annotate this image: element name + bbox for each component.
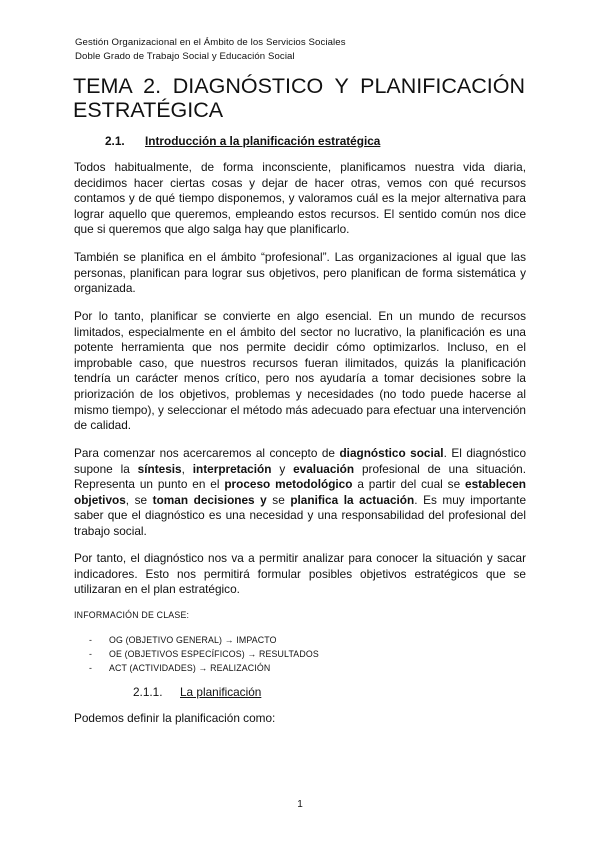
p4-text: y [271,461,294,476]
p4-text: , [181,461,193,476]
paragraph-2: También se planifica en el ámbito “profesional”. Las organizaciones al igual que las personas, planifican para lograr sus objetivos, pero planifican de forma sistemática y organizada. [74,250,526,296]
list-item [89,647,319,661]
class-info-heading: INFORMACIÓN DE CLASE: [74,610,190,620]
paragraph-3: Por lo tanto, planificar se convierte en algo esencial. En un mundo de recursos limitados, especialmente en el ámbito del sector no lucrativo, la planificación es una potente herramienta que nos permite decidir cómo optimizarlos. Incluso, en el improbable caso, que nuestros recursos fueran ilimitados, quizás la planificación tendría un carácter menos crítico, pero nos ayudaría a tomar decisiones sobre la priorización de los objetivos, problemas y necesidades (no todo puede hacerse al mismo tiempo), y seleccionar el método más adecuado para efectuar una intervención de calidad. [74,309,526,433]
subsection-heading [133,685,261,699]
p4-text: Para comenzar nos acercaremos al concepto de [74,446,340,460]
term-proceso-metodologico: proceso metodológico [224,477,353,492]
list-item [89,633,319,647]
list-item-text: ACT (ACTIVIDADES) → REALIZACIÓN [109,663,271,674]
section-heading [105,134,380,148]
class-info-list [89,633,319,676]
p4-text: profesional de una situación. Representa un punto en el [74,461,526,492]
term-toman-decisiones: toman decisiones y [152,492,267,507]
page-title [73,74,525,122]
p4-text: . Es muy importante saber que el diagnóstico es una necesidad y una responsabilidad del profesional del trabajo social. [74,492,526,538]
header-degree-title: Doble Grado de Trabajo Social y Educación Social [75,51,295,62]
p4-text: . El diagnóstico supone la [74,446,527,476]
paragraph-1: Todos habitualmente, de forma inconsciente, planificamos nuestra vida diaria, decidimos hacer ciertas cosas y dejar de hacer otras, vemos con qué recursos contamos y de qué tiempo disponemos, y valoramos cuál es la mejor alternativa para lograr aquello que queremos, empleando estos recursos. El sentido común nos dice que si queremos que algo salga hay que planificarlo. [74,160,526,237]
term-diagnostico-social: diagnóstico social [339,446,444,460]
list-item [89,661,319,675]
term-interpretacion: interpretación [192,461,272,476]
bullet-dash: - [89,635,93,645]
closing-paragraph: Podemos definir la planificación como: [74,711,276,725]
section-title: Introducción a la planificación estratégica [145,134,381,148]
page-number: 1 [297,799,303,810]
p4-text: a partir del cual se [352,477,466,492]
subsection-number: 2.1.1. [133,685,163,699]
subsection-title: La planificación [180,685,262,699]
term-sintesis: síntesis [137,461,182,476]
page-title-line1: TEMA 2. DIAGNÓSTICO Y PLANIFICACIÓN [73,74,525,98]
header-course-title: Gestión Organizacional en el Ámbito de los Servicios Sociales [75,37,346,48]
page-title-line2: ESTRATÉGICA [73,98,224,122]
list-item-text: OE (OBJETIVOS ESPECÍFICOS) → RESULTADOS [109,649,319,660]
paragraph-5: Por tanto, el diagnóstico nos va a permitir analizar para conocer la situación y sacar indicadores. Esto nos permitirá formular posibles objetivos estratégicos que se utilizaran en el plan estratégico. [74,551,526,597]
p4-text: se [266,492,291,507]
term-planifica-actuacion: planifica la actuación [290,492,415,507]
bullet-dash: - [89,649,93,660]
p4-text: , se [125,492,153,507]
paragraph-4 [74,446,526,540]
term-evaluacion: evaluación [293,461,355,476]
section-number: 2.1. [105,134,125,148]
bullet-dash: - [89,663,93,674]
list-item-text: OG (OBJETIVO GENERAL) → IMPACTO [109,635,277,645]
term-establecen-objetivos: establecen objetivos [74,477,527,507]
